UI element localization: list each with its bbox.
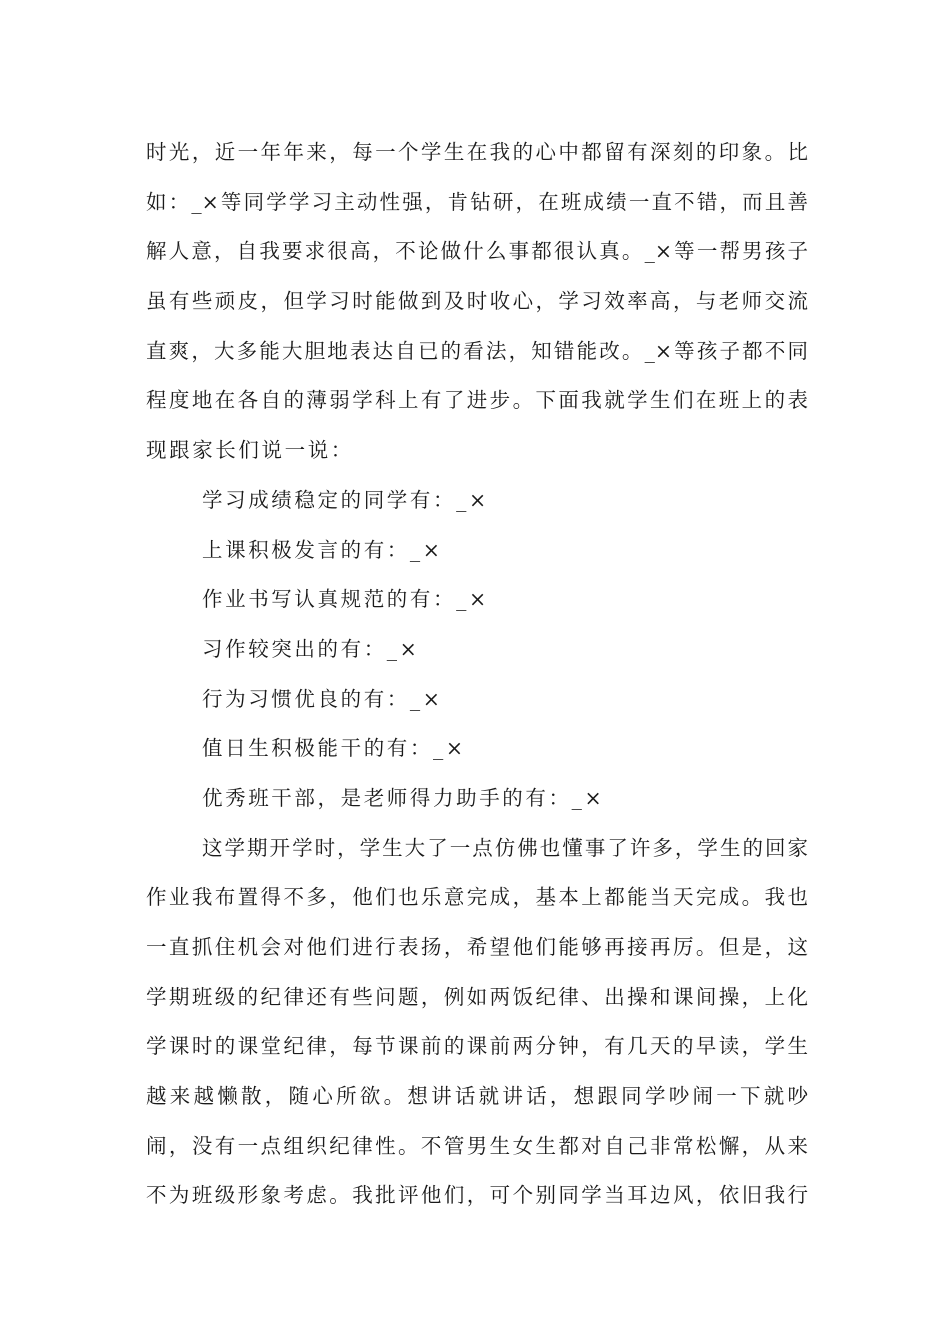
text-line: 程度地在各自的薄弱学科上有了进步。下面我就学生们在班上的表 — [146, 388, 808, 413]
text-line: 不为班级形象考虑。我批评他们，可个别同学当耳边风，依旧我行 — [146, 1183, 808, 1208]
text-line: 如：_×等同学学习主动性强，肯钻研，在班成绩一直不错，而且善 — [146, 189, 808, 214]
text-line: 作业我布置得不多，他们也乐意完成，基本上都能当天完成。我也 — [146, 885, 808, 910]
text-line: 闹，没有一点组织纪律性。不管男生女生都对自己非常松懈，从来 — [146, 1133, 808, 1158]
document-page — [146, 128, 808, 1221]
list-item: 值日生积极能干的有：_× — [202, 736, 466, 761]
text-line: 虽有些顽皮，但学习时能做到及时收心，学习效率高，与老师交流 — [146, 289, 808, 314]
text-line: 学课时的课堂纪律，每节课前的课前两分钟，有几天的早读，学生 — [146, 1034, 808, 1059]
list-item: 学习成绩稳定的同学有：_× — [202, 487, 489, 512]
paragraph-2 — [146, 824, 808, 1222]
list-item: 行为习惯优良的有：_× — [202, 686, 443, 711]
list-item: 优秀班干部，是老师得力助手的有：_× — [202, 785, 605, 810]
text-line: 这学期开学时，学生大了一点仿佛也懂事了许多，学生的回家 — [202, 835, 808, 860]
student-list — [146, 476, 808, 824]
text-line: 解人意，自我要求很高，不论做什么事都很认真。_×等一帮男孩子 — [146, 239, 808, 264]
text-line: 越来越懒散，随心所欲。想讲话就讲话，想跟同学吵闹一下就吵 — [146, 1084, 808, 1109]
text-line: 时光，近一年年来，每一个学生在我的心中都留有深刻的印象。比 — [146, 140, 808, 164]
list-item: 习作较突出的有：_× — [202, 636, 420, 661]
text-line: 现跟家长们说一说： — [146, 438, 354, 463]
text-line: 一直抓住机会对他们进行表扬，希望他们能够再接再厉。但是，这 — [146, 935, 808, 959]
paragraph-1 — [146, 128, 808, 476]
list-item: 上课积极发言的有：_× — [202, 537, 443, 562]
text-line: 直爽，大多能大胆地表达自已的看法，知错能改。_×等孩子都不同 — [146, 338, 808, 363]
text-line: 学期班级的纪律还有些问题，例如两饭纪律、出操和课间操，上化 — [146, 984, 808, 1009]
list-item: 作业书写认真规范的有：_× — [202, 587, 489, 612]
